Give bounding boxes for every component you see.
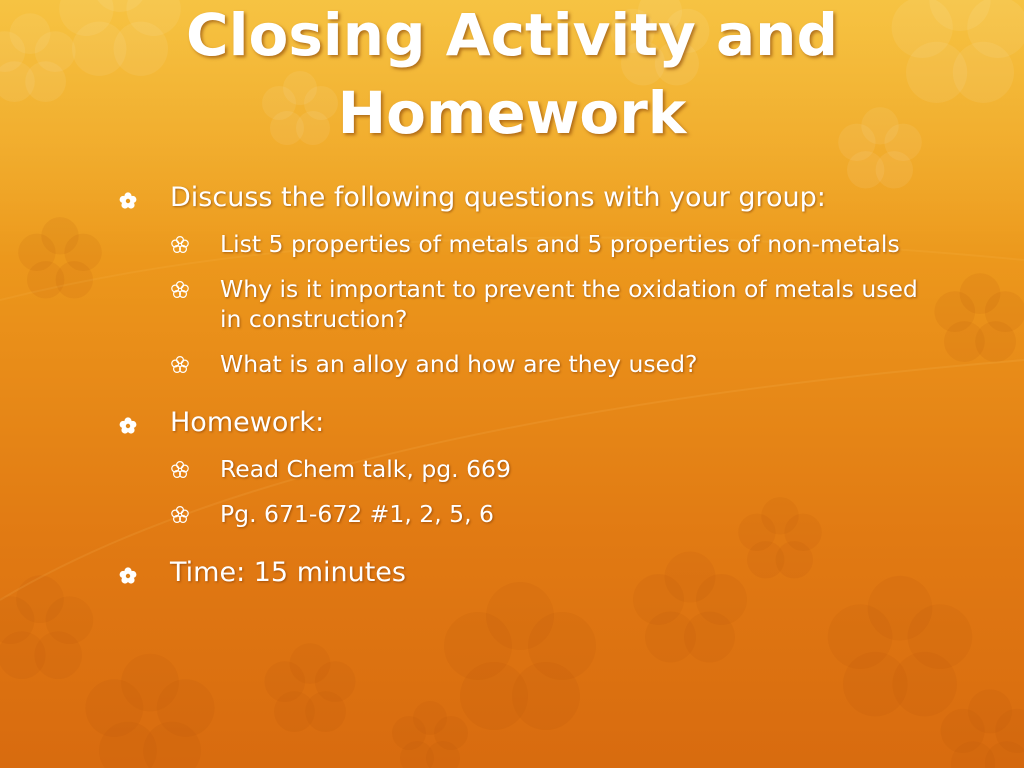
sub-bullet-item-alloy	[118, 349, 918, 379]
sub-bullet-text: Read Chem talk, pg. 669	[220, 455, 511, 483]
flower-outline-bullet-icon	[170, 460, 190, 480]
bullet-item-discuss	[118, 182, 918, 214]
slide-title: Closing Activity and Homework	[186, 1, 838, 147]
flower-outline-bullet-icon	[170, 355, 190, 375]
sub-bullet-text: List 5 properties of metals and 5 properties of non-metals	[220, 230, 900, 258]
sub-bullet-text: What is an alloy and how are they used?	[220, 350, 698, 378]
sub-bullet-text: Why is it important to prevent the oxidation of metals used in construction?	[220, 275, 918, 333]
sub-bullet-item-properties	[118, 229, 918, 259]
sub-bullet-item-problems	[118, 499, 918, 529]
sub-bullet-item-oxidation	[118, 274, 918, 334]
bullet-text: Time: 15 minutes	[170, 557, 406, 588]
bullet-text: Homework:	[170, 407, 325, 438]
sub-bullet-item-chem-talk	[118, 454, 918, 484]
bullet-text: Discuss the following questions with your group:	[170, 182, 826, 213]
flower-outline-bullet-icon	[170, 235, 190, 255]
flower-bullet-icon	[118, 416, 138, 436]
flower-bullet-icon	[118, 191, 138, 211]
sub-bullet-text: Pg. 671-672 #1, 2, 5, 6	[220, 500, 495, 528]
bullet-item-homework	[118, 407, 918, 439]
bullet-list	[118, 182, 918, 589]
flower-bullet-icon	[118, 566, 138, 586]
bullet-item-time	[118, 557, 918, 589]
flower-outline-bullet-icon	[170, 280, 190, 300]
flower-outline-bullet-icon	[170, 505, 190, 525]
